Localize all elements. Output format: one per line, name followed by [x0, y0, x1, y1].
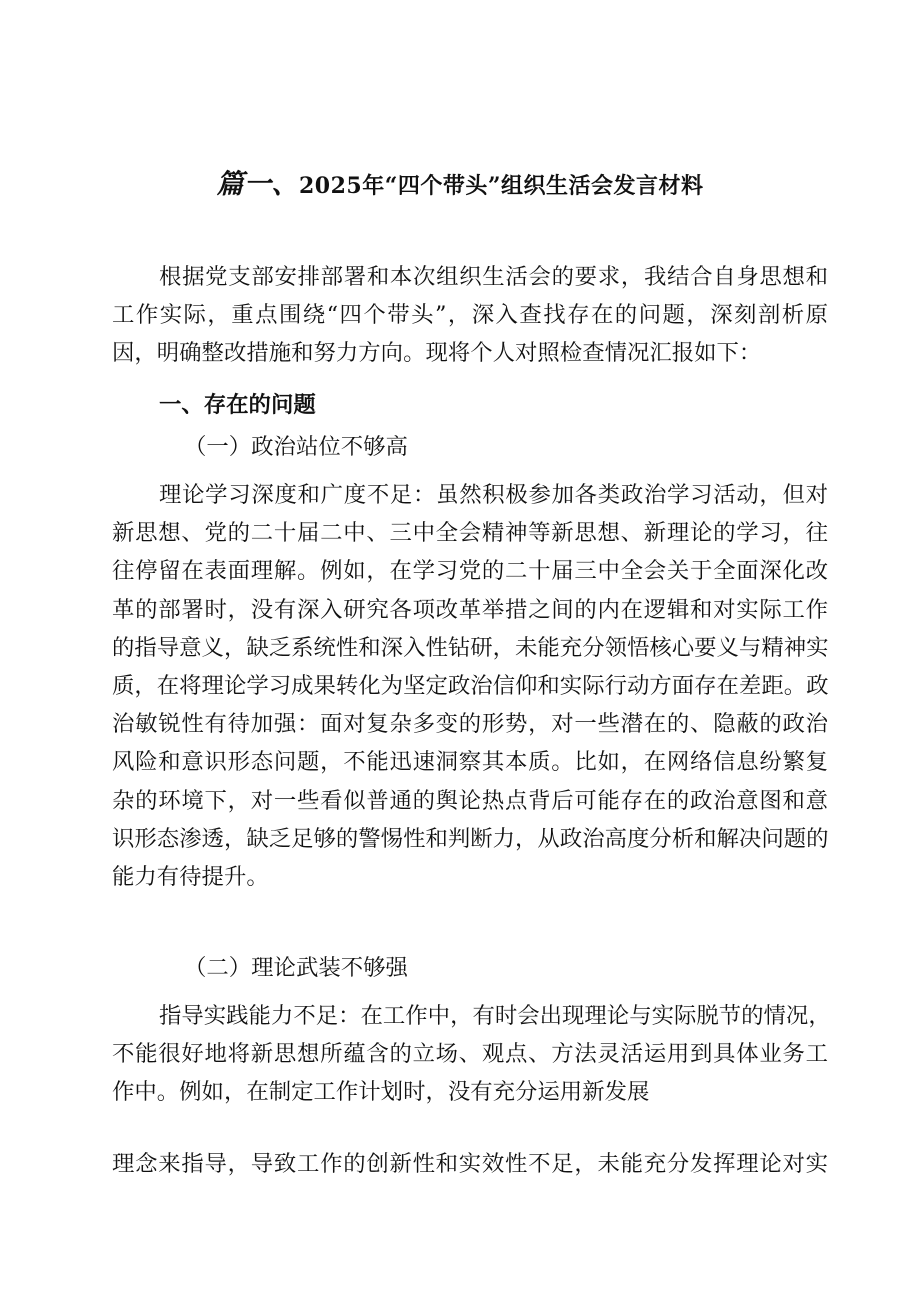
title-prefix: 篇一、 [216, 169, 299, 200]
section1-heading-block [112, 386, 828, 424]
document-title [0, 162, 920, 201]
sub2-heading-block [112, 949, 828, 987]
continuation-paragraph [112, 1145, 828, 1183]
text-line: 工作实际，重点围绕“四个带头”，深入查找存在的问题，深刻剖析原 [112, 302, 828, 329]
text-line: 识形态渗透，缺乏足够的警惕性和判断力，从政治高度分析和解决问题的 [112, 825, 829, 852]
sub2-paragraph [112, 997, 831, 1112]
text-line: 根据党支部安排部署和本次组织生活会的要求，我结合自身思想和 [159, 264, 828, 290]
text-line: 因，明确整改措施和努力方向。现将个人对照检查情况汇报如下： [112, 340, 762, 367]
text-line: 风险和意识形态问题，不能迅速洞察其本质。比如，在网络信息纷繁复 [112, 749, 828, 776]
sub1-paragraph [112, 476, 828, 896]
text-line: 质，在将理论学习成果转化为坚定政治信仰和实际行动方面存在差距。政 [112, 672, 829, 699]
text-line: 能力有待提升。 [112, 863, 269, 890]
text-line: 理念来指导，导致工作的创新性和实效性不足，未能充分发挥理论对实 [112, 1151, 828, 1177]
subsection-heading: （二）理论武装不够强 [184, 955, 408, 981]
text-line: 的指导意义，缺乏系统性和深入性钻研，未能充分领悟核心要义与精神实 [112, 634, 829, 661]
text-line: 作中。例如，在制定工作计划时，没有充分运用新发展 [112, 1079, 650, 1106]
intro-paragraph [112, 258, 828, 373]
text-line: 理论学习深度和广度不足：虽然积极参加各类政治学习活动，但对 [159, 482, 828, 508]
text-line: 往停留在表面理解。例如，在学习党的二十届三中全会关于全面深化改 [112, 558, 828, 585]
text-line: 指导实践能力不足：在工作中，有时会出现理论与实际脱节的情况， [159, 1003, 831, 1029]
text-line: 不能很好地将新思想所蕴含的立场、观点、方法灵活运用到具体业务工 [112, 1041, 828, 1068]
subsection-heading: （一）政治站位不够高 [184, 434, 408, 460]
text-line: 革的部署时，没有深入研究各项改革举措之间的内在逻辑和对实际工作 [112, 596, 828, 623]
section-heading: 一、存在的问题 [159, 392, 316, 418]
title-main: 2025年“四个带头”组织生活会发言材料 [298, 173, 704, 199]
sub1-heading-block [112, 428, 828, 466]
text-line: 治敏锐性有待加强：面对复杂多变的形势，对一些潜在的、隐蔽的政治 [112, 711, 828, 738]
text-line: 杂的环境下，对一些看似普通的舆论热点背后可能存在的政治意图和意 [112, 787, 828, 814]
text-line: 新思想、党的二十届二中、三中全会精神等新思想、新理论的学习，往 [112, 520, 828, 547]
